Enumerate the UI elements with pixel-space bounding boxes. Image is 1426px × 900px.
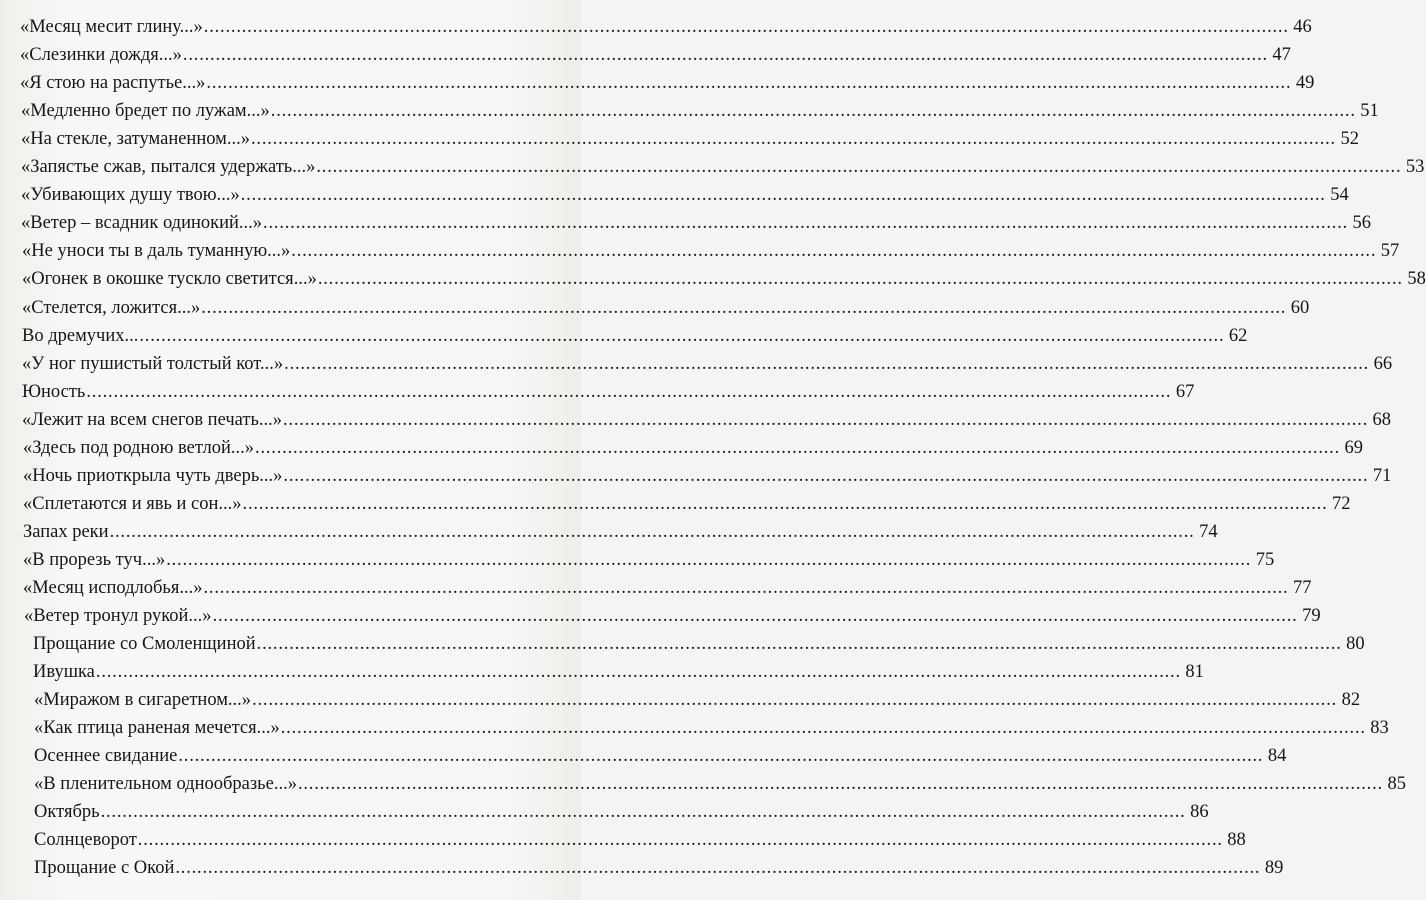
toc-entry-line: [34, 773, 1406, 795]
toc-entry-title: Запах реки: [23, 521, 109, 542]
toc-entry-page-number: 74: [1199, 521, 1218, 542]
toc-entry-line: [23, 465, 1392, 487]
toc-entry-title: «Убивающих душу твою...»: [21, 185, 240, 206]
toc-entry-line: [34, 717, 1389, 739]
toc-entry: [0, 180, 1349, 208]
dot-leader: ........................................................................................................................................................................................................: [175, 858, 1261, 879]
toc-entry-page-number: 80: [1346, 634, 1365, 655]
toc-entry: [0, 264, 1426, 292]
toc-entry-title: Октябрь: [34, 802, 100, 823]
dot-leader: ........................................................................................................................................................................................................: [137, 830, 1223, 851]
dot-leader: ........................................................................................................................................................................................................: [252, 690, 1338, 711]
toc-entry-line: [23, 577, 1312, 599]
dot-leader: ........................................................................................................................................................................................................: [242, 493, 1328, 514]
toc-entry-page-number: 84: [1267, 746, 1287, 767]
dot-leader: ........................................................................................................................................................................................................: [263, 213, 1349, 234]
toc-entry-title: «Стелется, ложится...»: [22, 297, 201, 318]
dot-leader: ........................................................................................................................................................................................................: [166, 549, 1252, 570]
toc-entry: [0, 517, 1218, 545]
toc-entry-title: «Я стою на распутье...»: [20, 73, 206, 94]
toc-entry: [0, 489, 1351, 517]
toc-entry: [0, 377, 1195, 405]
toc-entry-page-number: 54: [1330, 185, 1349, 206]
toc-entry: [0, 405, 1392, 433]
toc-entry-page-number: 82: [1341, 690, 1361, 711]
toc-entry-page-number: 86: [1190, 802, 1209, 823]
toc-entry-page-number: 56: [1352, 213, 1372, 234]
toc-entry: [0, 741, 1287, 769]
toc-entry-title: Юность: [22, 381, 86, 402]
toc-entry-line: [34, 801, 1209, 823]
toc-entry-title: Солнцеворот: [34, 830, 137, 851]
toc-entry-line: [23, 437, 1364, 459]
toc-entry-title: «Ночь приоткрыла чуть дверь...»: [23, 465, 283, 486]
toc-entry-line: [21, 156, 1425, 178]
toc-entry: [0, 292, 1310, 320]
toc-entry-page-number: 46: [1293, 17, 1312, 38]
dot-leader: ........................................................................................................................................................................................................: [95, 662, 1181, 683]
toc-entry-line: [22, 381, 1195, 403]
toc-entry-title: «Сплетаются и явь и сон...»: [23, 493, 242, 514]
dot-leader: ........................................................................................................................................................................................................: [86, 381, 1172, 402]
toc-entry-line: [23, 493, 1351, 515]
dot-leader: ........................................................................................................................................................................................................: [178, 746, 1264, 767]
toc-entry-line: [33, 633, 1365, 655]
dot-leader: ........................................................................................................................................................................................................: [212, 606, 1298, 627]
toc-entry: [0, 152, 1425, 180]
toc-entry: [0, 685, 1361, 713]
toc-entry: [0, 124, 1359, 152]
toc-entry-line: [34, 829, 1246, 851]
toc-entry-page-number: 67: [1175, 381, 1195, 402]
toc-entry-title: «Ветер – всадник одинокий...»: [21, 213, 263, 234]
toc-entry: [0, 853, 1284, 881]
toc-entry-page-number: 47: [1272, 45, 1291, 66]
dot-leader: ........................................................................................................................................................................................................: [240, 185, 1326, 206]
toc-entry-line: [21, 184, 1349, 206]
toc-entry-line: [34, 689, 1361, 711]
toc-entry-line: [20, 44, 1291, 66]
toc-entry: [0, 545, 1275, 573]
toc-entry-line: [21, 100, 1379, 122]
toc-entry-page-number: 77: [1292, 577, 1312, 598]
toc-entry-title: Осеннее свидание: [34, 746, 178, 767]
dot-leader: ........................................................................................................................................................................................................: [256, 634, 1342, 655]
dot-leader: ........................................................................................................................................................................................................: [280, 718, 1366, 739]
table-of-contents: [0, 12, 1426, 881]
toc-entry-title: «У ног пушистый толстый кот...»: [22, 353, 284, 374]
toc-entry-line: [22, 268, 1426, 290]
toc-entry-page-number: 60: [1290, 297, 1310, 318]
toc-entry-title: Во дремучих...: [22, 325, 139, 346]
toc-entry: [0, 321, 1248, 349]
dot-leader: ........................................................................................................................................................................................................: [100, 802, 1186, 823]
toc-entry-page-number: 53: [1405, 157, 1425, 178]
toc-entry-page-number: 81: [1185, 662, 1204, 683]
toc-entry-title: «Запястье сжав, пытался удержать...»: [21, 157, 316, 178]
toc-entry: [0, 461, 1392, 489]
toc-entry: [0, 713, 1389, 741]
toc-entry-page-number: 52: [1340, 129, 1359, 150]
toc-entry-title: «В прорезь туч...»: [23, 549, 166, 570]
toc-entry-page-number: 72: [1332, 493, 1351, 514]
dot-leader: ........................................................................................................................................................................................................: [317, 269, 1403, 290]
toc-entry-line: [23, 521, 1218, 543]
toc-entry: [0, 40, 1291, 68]
dot-leader: ........................................................................................................................................................................................................: [139, 325, 1225, 346]
toc-entry-line: [34, 745, 1287, 767]
toc-entry-line: [20, 16, 1312, 38]
toc-entry-page-number: 69: [1344, 437, 1364, 458]
toc-entry-title: «Огонек в окошке тускло светится...»: [22, 269, 317, 290]
toc-entry-title: «Миражом в сигаретном...»: [34, 690, 252, 711]
toc-entry: [0, 236, 1400, 264]
toc-entry: [0, 208, 1372, 236]
toc-entry-page-number: 75: [1255, 549, 1275, 570]
toc-entry-page-number: 88: [1227, 830, 1246, 851]
toc-entry-title: «Как птица раненая мечется...»: [34, 718, 280, 739]
toc-entry-page-number: 85: [1387, 774, 1406, 795]
toc-entry-title: «Месяц исподлобья...»: [23, 577, 203, 598]
toc-entry-title: Прощание со Смоленщиной: [33, 634, 256, 655]
toc-entry-page-number: 71: [1372, 465, 1392, 486]
toc-entry-line: [22, 409, 1392, 431]
toc-entry: [0, 797, 1209, 825]
toc-entry: [0, 629, 1365, 657]
toc-entry-page-number: 58: [1407, 269, 1426, 290]
toc-entry-page-number: 68: [1372, 409, 1392, 430]
toc-entry-title: «Лежит на всем снегов печать...»: [22, 409, 283, 430]
toc-entry: [0, 68, 1315, 96]
toc-entry-line: [22, 325, 1248, 347]
dot-leader: ........................................................................................................................................................................................................: [250, 129, 1336, 150]
toc-entry-title: Ивушка: [33, 662, 95, 683]
toc-entry-title: Прощание с Окой: [34, 858, 175, 879]
toc-entry-page-number: 83: [1370, 718, 1389, 739]
toc-entry-line: [24, 605, 1321, 627]
toc-entry: [0, 657, 1204, 685]
toc-entry-line: [23, 549, 1275, 571]
toc-entry-title: «Не уноси ты в даль туманную...»: [22, 241, 291, 262]
toc-entry: [0, 349, 1393, 377]
toc-entry-line: [33, 661, 1204, 683]
dot-leader: ........................................................................................................................................................................................................: [203, 17, 1289, 38]
toc-entry: [0, 433, 1364, 461]
toc-entry: [0, 12, 1312, 40]
toc-entry-title: «Ветер тронул рукой...»: [24, 606, 212, 627]
toc-entry-line: [21, 212, 1372, 234]
toc-entry-page-number: 57: [1380, 241, 1400, 262]
dot-leader: ........................................................................................................................................................................................................: [270, 101, 1356, 122]
toc-entry-title: «На стекле, затуманенном...»: [21, 129, 250, 150]
toc-entry-line: [21, 128, 1359, 150]
toc-entry-line: [22, 240, 1400, 262]
toc-entry-title: «Месяц месит глину...»: [20, 17, 203, 38]
toc-entry-line: [22, 297, 1310, 319]
toc-entry-title: «В пленительном однообразье...»: [34, 774, 297, 795]
toc-entry: [0, 825, 1246, 853]
dot-leader: ........................................................................................................................................................................................................: [283, 409, 1369, 430]
toc-entry: [0, 601, 1321, 629]
dot-leader: ........................................................................................................................................................................................................: [297, 774, 1383, 795]
dot-leader: ........................................................................................................................................................................................................: [291, 241, 1377, 262]
dot-leader: ........................................................................................................................................................................................................: [284, 353, 1370, 374]
toc-entry-page-number: 62: [1228, 325, 1248, 346]
toc-entry: [0, 573, 1312, 601]
toc-entry-title: «Медленно бредет по лужам...»: [21, 101, 270, 122]
toc-entry-page-number: 49: [1295, 73, 1315, 94]
toc-entry-page-number: 51: [1360, 101, 1379, 122]
toc-entry-page-number: 66: [1373, 353, 1393, 374]
dot-leader: ........................................................................................................................................................................................................: [206, 73, 1292, 94]
dot-leader: ........................................................................................................................................................................................................: [109, 521, 1195, 542]
toc-entry-line: [22, 353, 1393, 375]
toc-entry-page-number: 79: [1302, 606, 1321, 627]
toc-entry-line: [20, 72, 1315, 94]
dot-leader: ........................................................................................................................................................................................................: [255, 437, 1341, 458]
toc-entry-page-number: 89: [1264, 858, 1284, 879]
dot-leader: ........................................................................................................................................................................................................: [201, 297, 1287, 318]
toc-entry-title: «Здесь под родною ветлой...»: [23, 437, 255, 458]
toc-entry: [0, 769, 1406, 797]
toc-entry: [0, 96, 1379, 124]
toc-entry-line: [34, 857, 1284, 879]
toc-entry-title: «Слезинки дождя...»: [20, 45, 182, 66]
dot-leader: ........................................................................................................................................................................................................: [182, 45, 1268, 66]
dot-leader: ........................................................................................................................................................................................................: [316, 157, 1402, 178]
dot-leader: ........................................................................................................................................................................................................: [283, 465, 1369, 486]
dot-leader: ........................................................................................................................................................................................................: [203, 577, 1289, 598]
